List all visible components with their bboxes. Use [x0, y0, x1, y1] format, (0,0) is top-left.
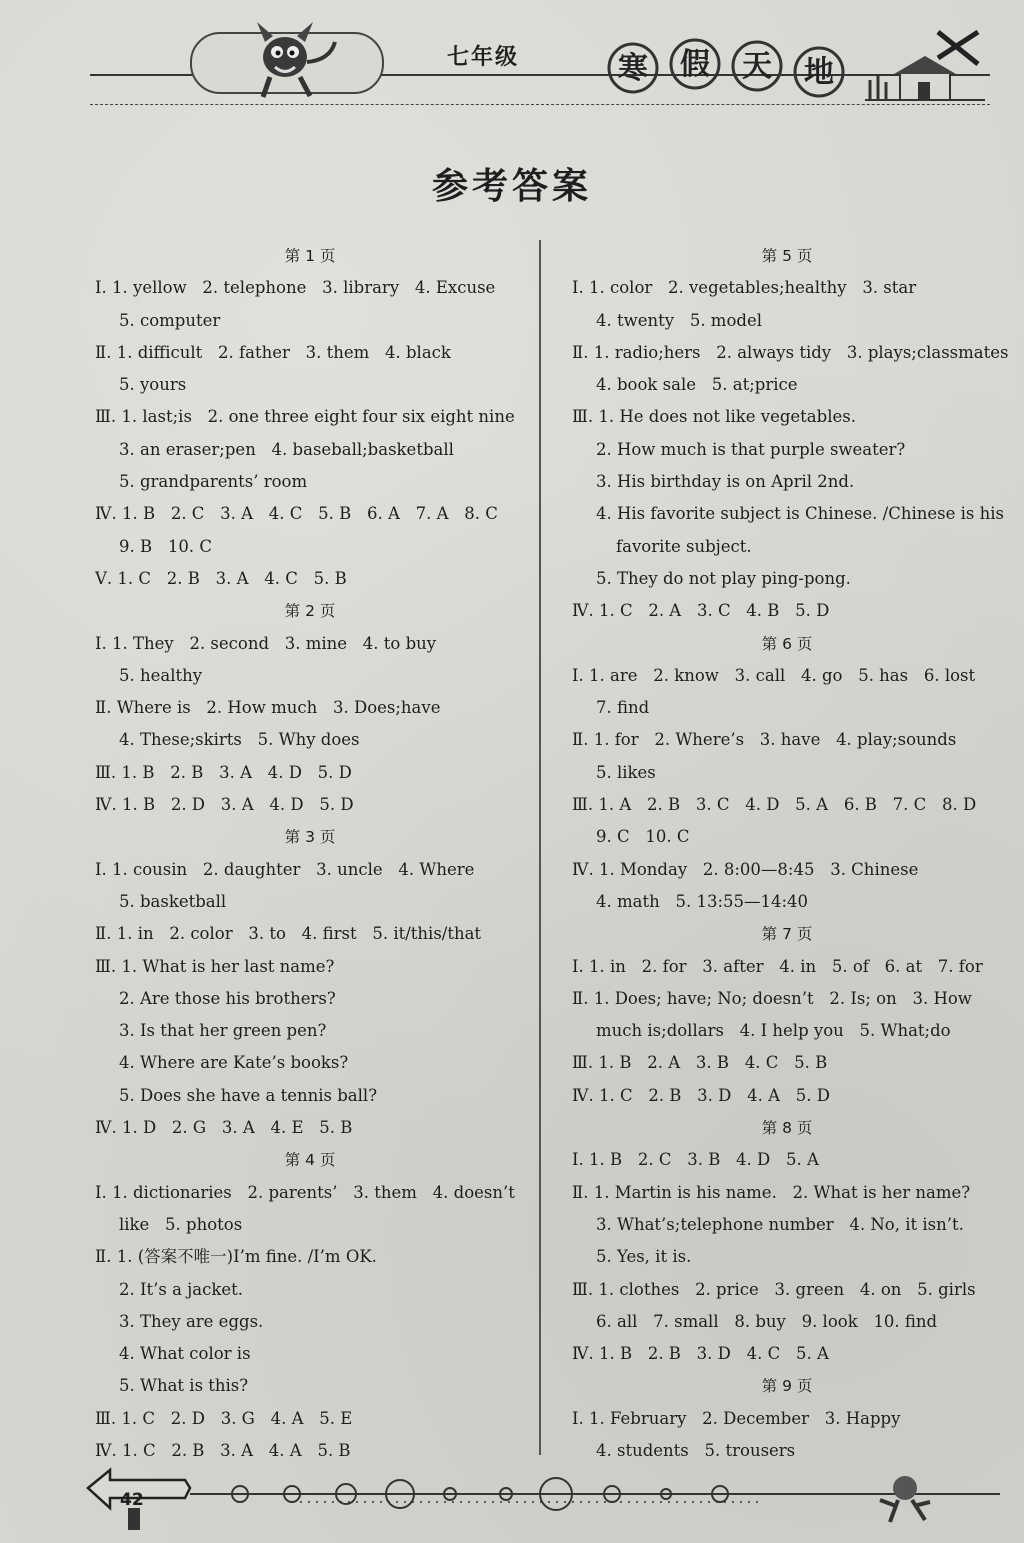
answer-line: Ⅰ. 1. B 2. C 3. B 4. D 5. A — [572, 1150, 819, 1170]
answer-line: 5. Yes, it is. — [596, 1247, 692, 1267]
answer-line: Ⅲ. 1. B 2. A 3. B 4. C 5. B — [572, 1053, 828, 1073]
answer-line: 3. His birthday is on April 2nd. — [596, 472, 855, 492]
answer-line: Ⅰ. 1. are 2. know 3. call 4. go 5. has 6. lost — [572, 665, 976, 685]
answer-line: Ⅱ. 1. in 2. color 3. to 4. first 5. it/this/that — [95, 924, 482, 944]
answer-line: 4. His favorite subject is Chinese. /Chinese is his — [596, 504, 1004, 524]
answer-line: Ⅳ. 1. D 2. G 3. A 4. E 5. B — [95, 1118, 353, 1138]
answer-line: Ⅳ. 1. B 2. B 3. D 4. C 5. A — [572, 1344, 829, 1364]
svg-text:假: 假 — [680, 47, 710, 82]
answer-line: Ⅱ. Where is 2. How much 3. Does;have — [95, 698, 441, 718]
answer-line: 3. What’s;telephone number 4. No, it isn’t. — [596, 1214, 964, 1234]
answer-line: 3. They are eggs. — [119, 1311, 264, 1331]
runner-mascot-icon — [880, 1476, 930, 1522]
answer-line: Ⅰ. 1. cousin 2. daughter 3. uncle 4. Where — [95, 859, 475, 879]
answer-line: Ⅳ. 1. B 2. C 3. A 4. C 5. B 6. A 7. A 8. C — [95, 504, 498, 524]
answer-line: 3. Is that her green pen? — [119, 1021, 327, 1041]
answer-line: Ⅱ. 1. Does; have; No; doesn’t 2. Is; on 3. How — [572, 988, 972, 1008]
page-section-heading: 第 5 页 — [761, 247, 813, 265]
column-divider — [539, 240, 541, 1455]
answer-line: 2. How much is that purple sweater? — [596, 439, 906, 459]
answer-line: 9. C 10. C — [596, 827, 690, 847]
answer-line: Ⅴ. 1. C 2. B 3. A 4. C 5. B — [95, 568, 347, 588]
answer-line: Ⅱ. 1. (答案不唯一)I’m fine. /I’m OK. — [95, 1247, 377, 1267]
answer-line: Ⅲ. 1. clothes 2. price 3. green 4. on 5. girls — [572, 1279, 976, 1299]
dragon-mascot-icon — [235, 12, 345, 102]
left-answer-column — [95, 240, 525, 1467]
answer-line: 5. They do not play ping-pong. — [596, 568, 851, 588]
answer-line: Ⅳ. 1. Monday 2. 8:00—8:45 3. Chinese — [572, 859, 919, 879]
answer-line: like 5. photos — [119, 1214, 243, 1234]
page-section-heading: 第 6 页 — [761, 634, 813, 653]
page-section-heading: 第 8 页 — [761, 1119, 813, 1138]
answer-line: 2. It’s a jacket. — [119, 1279, 244, 1299]
footer — [0, 1460, 1024, 1543]
answer-line: 5. yours — [119, 375, 187, 395]
page-section-heading: 第 2 页 — [284, 602, 336, 621]
answer-line: 5. Does she have a tennis ball? — [119, 1085, 378, 1105]
page-section-heading: 第 7 页 — [761, 925, 813, 944]
answer-line: 5. likes — [596, 762, 656, 782]
answer-line: 5. healthy — [119, 665, 203, 685]
header — [0, 0, 1024, 115]
answer-line: 5. grandparents’ room — [119, 472, 308, 492]
answer-line: Ⅱ. 1. difficult 2. father 3. them 4. black — [95, 342, 451, 362]
answer-line: Ⅲ. 1. He does not like vegetables. — [572, 407, 856, 427]
answer-line: 9. B 10. C — [119, 536, 212, 556]
answer-line: Ⅰ. 1. dictionaries 2. parents’ 3. them 4. doesn’t — [95, 1182, 515, 1202]
answer-line: favorite subject. — [616, 536, 752, 556]
answer-line: 4. students 5. trousers — [596, 1440, 796, 1460]
answer-line: Ⅳ. 1. B 2. D 3. A 4. D 5. D — [95, 795, 354, 815]
answer-line: 4. These;skirts 5. Why does — [119, 730, 360, 750]
answer-line: Ⅱ. 1. radio;hers 2. always tidy 3. plays;classmates — [572, 342, 1009, 362]
answer-line: Ⅳ. 1. C 2. B 3. A 4. A 5. B — [95, 1440, 351, 1460]
page-section-heading: 第 9 页 — [761, 1377, 813, 1396]
answer-line: much is;dollars 4. I help you 5. What;do — [596, 1021, 951, 1041]
page-title: 参考答案 — [431, 166, 592, 207]
answer-line: 5. basketball — [119, 891, 227, 911]
answer-line: 5. What is this? — [119, 1376, 249, 1396]
grade-label: 七年级 — [447, 45, 520, 70]
answer-line: 4. book sale 5. at;price — [596, 375, 798, 395]
page-section-heading: 第 3 页 — [284, 828, 336, 847]
svg-text:寒: 寒 — [618, 51, 648, 86]
answer-line: Ⅰ. 1. in 2. for 3. after 4. in 5. of 6. at 7. for — [572, 956, 983, 976]
answer-line: Ⅳ. 1. C 2. A 3. C 4. B 5. D — [572, 601, 830, 621]
windmill-house-icon — [860, 30, 990, 105]
answer-line: 3. an eraser;pen 4. baseball;basketball — [119, 439, 454, 459]
page-section-heading: 第 1 页 — [284, 247, 336, 265]
answer-line: Ⅲ. 1. A 2. B 3. C 4. D 5. A 6. B 7. C 8. D — [572, 795, 977, 815]
answer-line: Ⅱ. 1. for 2. Where’s 3. have 4. play;sounds — [572, 730, 957, 750]
answer-line: Ⅰ. 1. color 2. vegetables;healthy 3. star — [572, 278, 917, 298]
answer-line: Ⅲ. 1. B 2. B 3. A 4. D 5. D — [95, 762, 352, 782]
answer-line: Ⅲ. 1. last;is 2. one three eight four six eight nine — [95, 407, 515, 427]
svg-text:天: 天 — [742, 49, 772, 84]
answer-line: 4. twenty 5. model — [596, 310, 762, 330]
winter-holiday-logo-icon — [595, 28, 855, 108]
answer-line: Ⅰ. 1. They 2. second 3. mine 4. to buy — [95, 633, 437, 653]
footer-decoration — [0, 1460, 1024, 1543]
answer-line: 4. Where are Kate’s books? — [119, 1053, 349, 1073]
page-number: 42 — [120, 1490, 144, 1510]
answer-line: 2. Are those his brothers? — [119, 988, 336, 1008]
answer-line: 7. find — [596, 698, 650, 718]
answer-line: Ⅲ. 1. C 2. D 3. G 4. A 5. E — [95, 1408, 353, 1428]
right-answer-column — [572, 240, 1009, 1467]
answer-line: Ⅳ. 1. C 2. B 3. D 4. A 5. D — [572, 1085, 830, 1105]
answer-line: 4. math 5. 13:55—14:40 — [596, 891, 809, 911]
answer-line: 4. What color is — [119, 1344, 251, 1364]
answer-line: Ⅱ. 1. Martin is his name. 2. What is her name? — [572, 1182, 971, 1202]
answer-line: Ⅰ. 1. yellow 2. telephone 3. library 4. Excuse — [95, 278, 496, 298]
answer-line: Ⅰ. 1. February 2. December 3. Happy — [572, 1408, 901, 1428]
answer-line: 5. computer — [119, 310, 221, 330]
svg-text:地: 地 — [804, 55, 834, 90]
answer-line: 6. all 7. small 8. buy 9. look 10. find — [596, 1311, 938, 1331]
page-section-heading: 第 4 页 — [284, 1151, 336, 1170]
answer-line: Ⅲ. 1. What is her last name? — [95, 956, 335, 976]
